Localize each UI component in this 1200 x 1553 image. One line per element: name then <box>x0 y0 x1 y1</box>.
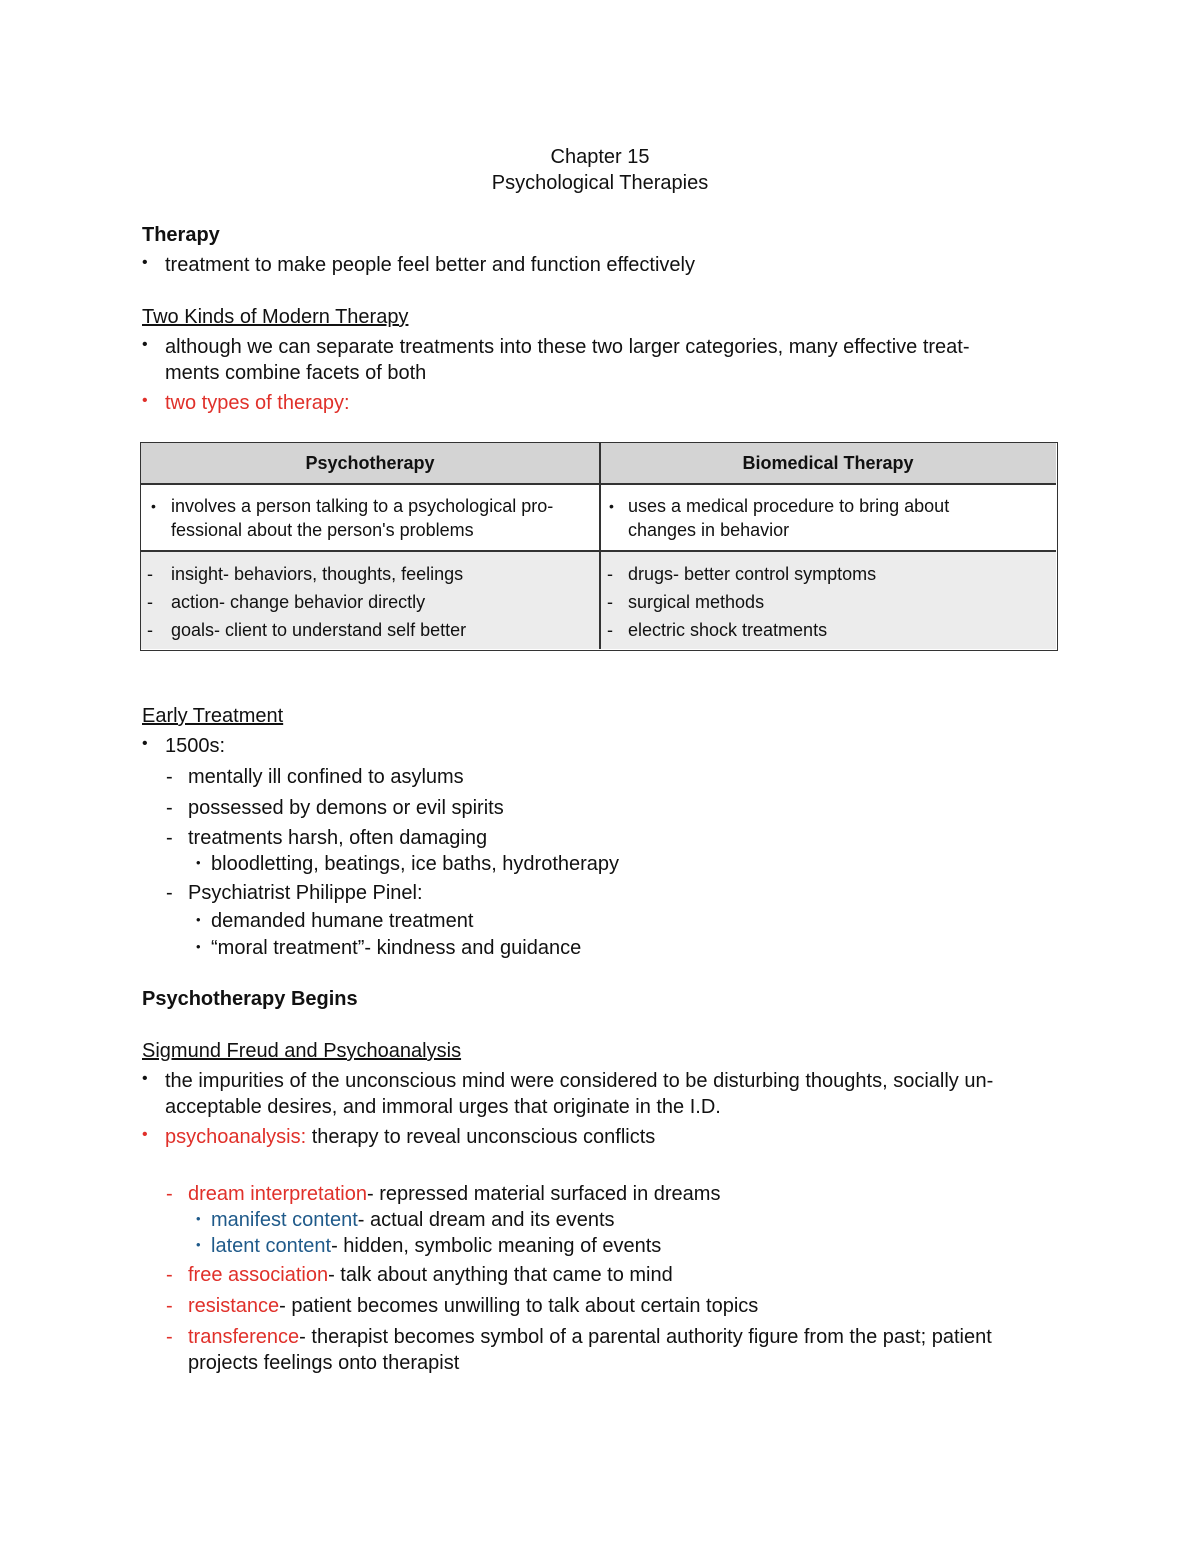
row1-right-line2: changes in behavior <box>628 520 790 540</box>
row1-right-line1: uses a medical procedure to bring about <box>628 496 950 516</box>
dream-interpretation-item <box>188 1181 720 1207</box>
row1-left-line1: involves a person talking to a psychological pro- <box>171 496 554 516</box>
resistance-term: resistance <box>188 1295 280 1317</box>
early-treatment-heading: Early Treatment <box>142 705 284 727</box>
psychoanalysis-item <box>165 1124 655 1150</box>
table-header-biomedical: Biomedical Therapy <box>600 443 1056 483</box>
transference-line2: projects feelings onto therapist <box>188 1352 460 1374</box>
bullet-icon: • <box>196 855 201 870</box>
transference-item <box>188 1324 992 1350</box>
psychoanalysis-term: psychoanalysis: <box>165 1126 307 1148</box>
two-kinds-bullet-line2: ments combine facets of both <box>165 362 427 384</box>
row1-left-line2: fessional about the person's problems <box>171 520 474 540</box>
bullet-icon: • <box>142 1070 148 1087</box>
therapy-heading: Therapy <box>142 224 220 246</box>
bullet-icon: • <box>142 392 148 409</box>
humane-item: demanded humane treatment <box>211 910 474 932</box>
moral-treatment-item: “moral treatment”- kindness and guidance <box>211 937 582 959</box>
pinel-item: Psychiatrist Philippe Pinel: <box>188 882 423 904</box>
freud-heading: Sigmund Freud and Psychoanalysis <box>142 1040 462 1062</box>
bullet-icon: • <box>151 498 156 514</box>
document-page: Chapter 15 Psychological Therapies Therapy • treatment to make people feel better and function effectively Two Kinds of Modern Therapy • although we can separate treatments into these two larger categories, many effective treat- ments combine facets of both • two types of therapy: Psychotherapy Biomedical Therapy • involves a person talking to a psychological pro- fessional about the person's problems • uses a medical procedure to bring about changes in behavior - insight- behaviors, thoughts, feelings - action- change behavior directly - goals- client to understand self better - drugs- better control symptoms - surgical methods - electric shock treatments Early Treatment • 1500s: - mentally ill confined to asylums - possessed by demons or evil spirits - treatments harsh, often damaging • bloodletting, beatings, ice baths, hydrotherapy - Psychiatrist Philippe Pinel: • demanded humane treatment • “moral treatment”- kindness and guidance Psychotherapy Begins Sigmund Freud and Psychoanalysis • the impurities of the unconscious mind were considered to be disturbing thoughts, socially un- acceptable desires, and immoral urges that originate in the I.D. • psychoanalysis: therapy to reveal unconscious conflicts - dream interpretation- repressed material surfaced in dreams • manifest content- actual dream and its events • latent content- hidden, symbolic meaning of events - free association- talk about anything that came to mind - resistance- patient becomes unwilling to talk about certain topics - transference- therapist becomes symbol of a parental authority figure from the past; patient projects feelings onto therapist <box>0 0 1200 1553</box>
therapy-comparison-table <box>140 442 1058 651</box>
insight-item: insight- behaviors, thoughts, feelings <box>171 564 464 584</box>
bullet-icon: • <box>609 498 614 514</box>
dream-definition: - repressed material surfaced in dreams <box>366 1183 721 1205</box>
transference-definition: - therapist becomes symbol of a parental authority figure from the past; patient <box>299 1326 992 1348</box>
surgical-item: surgical methods <box>628 592 765 612</box>
1500s-label: 1500s: <box>165 735 226 757</box>
latent-definition: - hidden, symbolic meaning of events <box>331 1235 662 1257</box>
two-kinds-heading: Two Kinds of Modern Therapy <box>142 306 409 328</box>
page-title: Psychological Therapies <box>491 172 709 194</box>
asylums-item: mentally ill confined to asylums <box>188 766 464 788</box>
demons-item: possessed by demons or evil spirits <box>188 797 504 819</box>
manifest-term: manifest content <box>211 1209 358 1231</box>
resistance-definition: - patient becomes unwilling to talk about certain topics <box>279 1295 759 1317</box>
therapy-definition: treatment to make people feel better and function effectively <box>165 254 695 276</box>
goals-item: goals- client to understand self better <box>171 620 467 640</box>
free-association-item <box>188 1262 673 1288</box>
dream-term: dream interpretation <box>188 1183 367 1205</box>
bullet-icon: • <box>196 939 201 954</box>
row2-left-cell: - insight- behaviors, thoughts, feelings - action- change behavior directly - goals- client to understand self better <box>141 552 599 649</box>
electric-item: electric shock treatments <box>628 620 828 640</box>
bullet-icon: • <box>196 912 201 927</box>
bullet-icon: • <box>142 336 148 353</box>
bullet-icon: • <box>196 1211 201 1226</box>
manifest-content-item <box>211 1207 615 1233</box>
bloodletting-item: bloodletting, beatings, ice baths, hydrotherapy <box>211 853 620 875</box>
harsh-item: treatments harsh, often damaging <box>188 827 488 849</box>
bullet-icon: • <box>142 254 148 271</box>
table-header-psychotherapy: Psychotherapy <box>141 443 599 483</box>
psychoanalysis-definition: therapy to reveal unconscious conflicts <box>306 1126 656 1148</box>
psychotherapy-begins-heading: Psychotherapy Begins <box>142 988 358 1010</box>
row2-right-cell: - drugs- better control symptoms - surgical methods - electric shock treatments <box>600 552 1056 649</box>
two-types-label: two types of therapy: <box>165 392 350 414</box>
two-kinds-bullet-line1: although we can separate treatments into these two larger categories, many effective treat- <box>165 336 970 358</box>
latent-term: latent content <box>211 1235 332 1257</box>
manifest-definition: - actual dream and its events <box>357 1209 615 1231</box>
bullet-icon: • <box>142 735 148 752</box>
impurities-line1: the impurities of the unconscious mind were considered to be disturbing thoughts, socially un- <box>165 1070 994 1092</box>
bullet-icon: • <box>196 1237 201 1252</box>
transference-term: transference <box>188 1326 300 1348</box>
chapter-number: Chapter 15 <box>550 146 650 168</box>
bullet-icon: • <box>142 1126 148 1143</box>
action-item: action- change behavior directly <box>171 592 426 612</box>
free-association-definition: - talk about anything that came to mind <box>328 1264 673 1286</box>
drugs-item: drugs- better control symptoms <box>628 564 877 584</box>
free-association-term: free association <box>188 1264 329 1286</box>
latent-content-item <box>211 1233 661 1259</box>
impurities-line2: acceptable desires, and immoral urges that originate in the I.D. <box>165 1096 721 1118</box>
resistance-item <box>188 1293 758 1319</box>
